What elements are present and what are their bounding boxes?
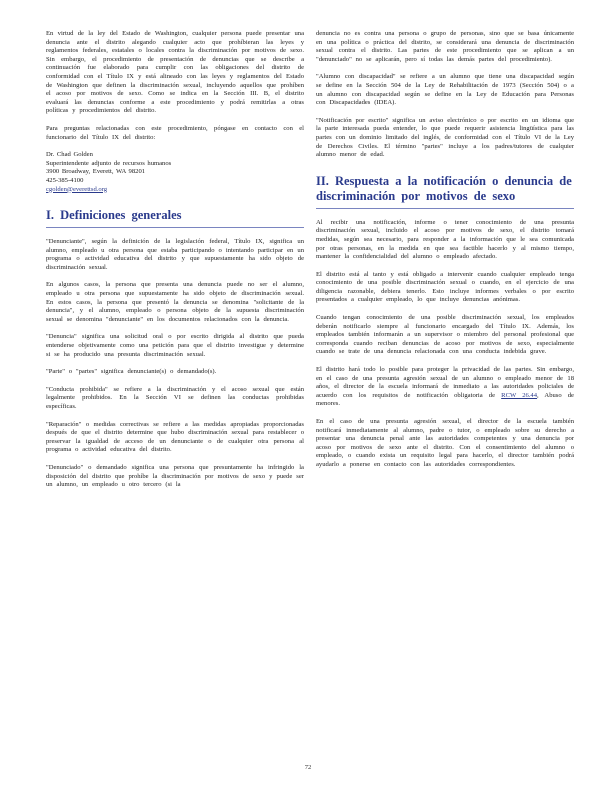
body-paragraph: "Notificación por escrito" significa un aviso electrónico o por escrito en un idioma que la parte interesada pueda entender, lo que puede requerir asistencia lingüística para las partes con un dominio limitado del inglés, de conformidad con el Título VI de la Ley de Derechos Civiles. El término "partes" incluye a los padres/tutores de cualquier alumno menor de edad. bbox=[316, 116, 574, 159]
section-2-heading: II. Respuesta a la notificación o denuncia de discriminación por motivos de sexo bbox=[316, 173, 572, 203]
contact-title: Superintendente adjunto de recursos humanos bbox=[46, 159, 172, 167]
body-paragraph: Al recibir una notificación, informe o tener conocimiento de una presunta discriminación sexual, incluido el acoso por motivos de sexo, el distrito tomará medidas, según sea necesario, para responder a la información que le sea comunicada por otras personas, en la medida en que sea factible hacerlo y al mismo tiempo, mantener la confidencialidad del alumno o empleado afectado. bbox=[316, 218, 574, 261]
reporting-text: El distrito hará todo lo posible para proteger la privacidad de las partes. Sin embargo, en el caso de una presunta agresión sexual de un alumno o empleado menor de 18 años, el director de la escuela informará de inmediato a las autoridades policiales de acuerdo con los requisitos de notificación obligatoria de bbox=[316, 366, 574, 399]
section-1-heading: I. Definiciones generales bbox=[46, 208, 182, 223]
contact-street: 3900 Broadway, Everett, WA 98201 bbox=[46, 168, 146, 176]
contact-phone: 425-385-4100 bbox=[46, 176, 84, 184]
right-column bbox=[316, 30, 574, 479]
left-column bbox=[46, 30, 304, 499]
definition-paragraph: "Denuncia" significa una solicitud oral o por escrito dirigida al distrito que pueda entenderse objetivamente como una petición para que el distrito investigue y determine si se ha producido una presunta discriminación sexual. bbox=[46, 333, 304, 358]
definition-paragraph: En algunos casos, la persona que presenta una denuncia puede no ser el alumno, empleado u otra persona que supuestamente ha sido objeto de discriminación sexual. En estos casos, la persona que presentó la denuncia se denomina "solicitante de la denuncia", y el alumno, empleado o persona objeto de la supuesta discriminación sexual se denomina "denunciante" en los documentos relacionados con la denuncia. bbox=[46, 281, 304, 323]
definition-paragraph: "Parte" o "partes" significa denunciante(s) o demandado(s). bbox=[46, 368, 217, 376]
body-paragraph: "Alumno con discapacidad" se refiere a un alumno que tiene una discapacidad según se define en la Sección 504 de la Ley de Rehabilitación de 1973 (Sección 504) o a un alumno con discapacidad según se define en la Ley de Educación para Personas con Discapacidades (IDEA). bbox=[316, 73, 574, 107]
section-1-rule bbox=[46, 227, 304, 228]
title-ix-contact-block bbox=[46, 151, 304, 194]
definition-paragraph: "Denunciante", según la definición de la legislación federal, Título IX, significa un alumno, empleado u otra persona que estaba participando o intentando participar en un programa o actividad educativa del distrito y que supuestamente ha sido objeto de discriminación sexual. bbox=[46, 238, 304, 271]
page-number: 72 bbox=[304, 764, 312, 771]
body-paragraph-with-link bbox=[316, 366, 574, 409]
definition-paragraph: "Denunciado" o demandado significa una persona que presuntamente ha infringido la disposición del distrito que prohíbe la discriminación por motivos de sexo y puede ser un alumno, un empleado u otro tercero (si la bbox=[46, 463, 304, 489]
contact-name: Dr. Chad Golden bbox=[46, 151, 93, 159]
section-2-rule bbox=[316, 208, 574, 209]
definition-paragraph: "Reparación" o medidas correctivas se refiere a las medidas apropiadas proporcionadas después de que el distrito determine que hubo discriminación sexual para restablecer o preservar la igualdad de acceso de un denunciante o de cualquier otra persona al programa o actividad educativa del distrito. bbox=[46, 420, 304, 454]
contact-intro: Para preguntas relacionadas con este procedimiento, póngase en contacto con el funcionario del Título IX del distrito: bbox=[46, 124, 304, 141]
rcw-after-text: , Abuso de menores. bbox=[316, 391, 574, 408]
body-paragraph: El distrito está al tanto y está obligado a intervenir cuando cualquier empleado tenga conocimiento de una posible discriminación sexual o cuando, en el ejercicio de una diligencia razonable, debiera tenerlo. Esto incluye informes verbales o por escrito presentados a cualquier empleado, lo que incluye denuncias anónimas. bbox=[316, 270, 574, 304]
body-paragraph: denuncia no es contra una persona o grupo de personas, sino que se basa únicamente en una política o práctica del distrito, se considerará una denuncia de discriminación sexual contra el distrito. Las partes de este procedimiento que se aplican a un "denunciado" no se aplicarán, pero sí todas las demás partes del procedimiento). bbox=[316, 30, 574, 63]
body-paragraph: Cuando tengan conocimiento de una posible discriminación sexual, los empleados deberán notificarlo siempre al funcionario encargado del Título IX. Además, los empleados también informarán a un supervisor o miembro del personal profesional que corresponda cuando reciban denuncias de acoso por motivos de sexo, especialmente cuando se trate de una denuncia relacionada con una conducta indebida grave. bbox=[316, 314, 574, 356]
rcw-link[interactable]: RCW 26.44 bbox=[501, 391, 538, 399]
body-paragraph: En el caso de una presunta agresión sexual, el director de la escuela también notificará inmediatamente al alumno, padre o tutor, o empleado sobre su derecho a presentar una denuncia penal ante las autoridades competentes y una denuncia por acoso por motivos de sexo ante el distrito. Con el consentimiento del alumno o empleado, o cuando exista un requisito legal para hacerlo, el director también podrá ayudarlo a ponerse en contacto con las autoridades correspondientes. bbox=[316, 418, 574, 468]
contact-email-link[interactable]: cgolden@everettsd.org bbox=[46, 185, 108, 193]
definition-paragraph: "Conducta prohibida" se refiere a la discriminación y el acoso sexual que están legalmente prohibidos. En la Sección VI se definen las conductas prohibidas específicas. bbox=[46, 385, 304, 410]
intro-paragraph: En virtud de la ley del Estado de Washington, cualquier persona puede presentar una denuncia ante el distrito alegando cualquier acto que prohíbieran las leyes y reglamentos federales, estatales o locales contra la discriminación por motivos de sexo. Sin embargo, el procedimiento de presentación de denuncias que se describe a continuación fue elaborado para cumplir con las obligaciones del distrito de conformidad con el Título IX y está alineado con las leyes y reglamentos del Estado de Washington que definen la discriminación sexual, incluyendo aquellos que prohíben el acoso por motivos de sexo. Como se indica en la Sección III. B, el distrito evaluará las denuncias conforme a este procedimiento y podrá remitirlas a otras políticas y procedimientos del distrito. bbox=[46, 30, 304, 115]
